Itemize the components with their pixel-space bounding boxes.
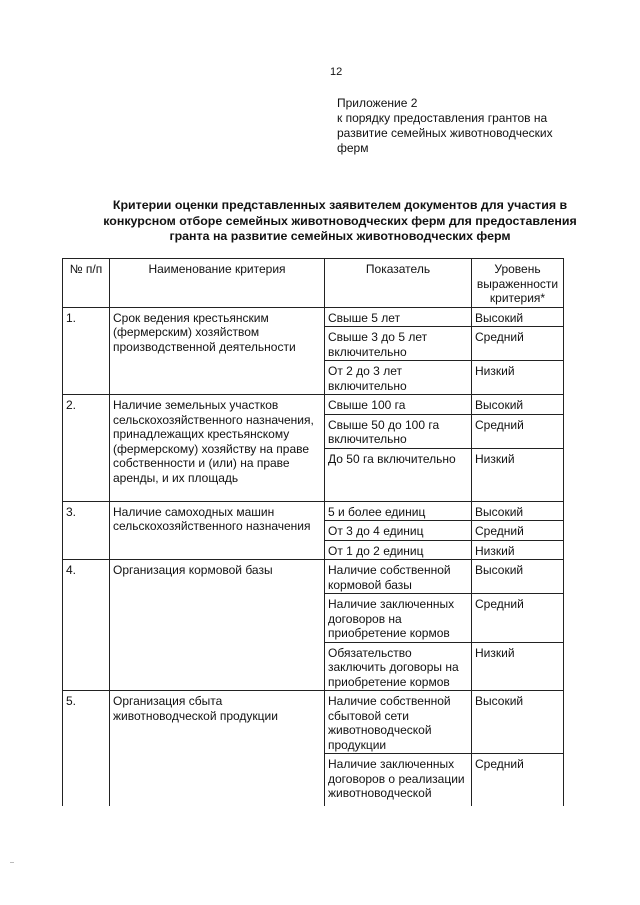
table-row bbox=[63, 501, 564, 521]
row-indicator: До 50 га включительно bbox=[325, 448, 472, 501]
document-title bbox=[70, 198, 610, 245]
appendix-line: к порядку предоставления грантов на bbox=[337, 111, 548, 125]
row-number: 3. bbox=[63, 501, 110, 560]
row-level: Высокий bbox=[472, 560, 564, 594]
header-level: Уровень выраженности критерия* bbox=[472, 259, 564, 308]
row-indicator: От 1 до 2 единиц bbox=[325, 540, 472, 560]
row-indicator: От 2 до 3 лет включительно bbox=[325, 361, 472, 395]
row-indicator: Наличие заключенных договоров о реализации животноводческой bbox=[325, 754, 472, 807]
row-level: Средний bbox=[472, 327, 564, 361]
row-level: Средний bbox=[472, 754, 564, 807]
row-criterion: Организация кормовой базы bbox=[110, 560, 325, 691]
row-indicator: От 3 до 4 единиц bbox=[325, 521, 472, 541]
row-number: 1. bbox=[63, 307, 110, 395]
header-indicator: Показатель bbox=[325, 259, 472, 308]
row-indicator: Свыше 50 до 100 га включительно bbox=[325, 414, 472, 448]
row-number: 2. bbox=[63, 395, 110, 502]
row-level: Высокий bbox=[472, 691, 564, 754]
row-level: Высокий bbox=[472, 395, 564, 415]
title-line: гранта на развитие семейных животноводческих ферм bbox=[169, 229, 511, 243]
row-level: Высокий bbox=[472, 501, 564, 521]
row-indicator: Свыше 3 до 5 лет включительно bbox=[325, 327, 472, 361]
row-level: Низкий bbox=[472, 361, 564, 395]
row-criterion: Наличие земельных участков сельскохозяйственного назначения, принадлежащих крестьянскому (фермерскому) хозяйству на праве собственности и (или) на праве аренды, и их площадь bbox=[110, 395, 325, 502]
page-number: 12 bbox=[330, 66, 343, 78]
scan-mark bbox=[10, 862, 14, 863]
row-indicator: Наличие собственной сбытовой сети животноводческой продукции bbox=[325, 691, 472, 754]
row-criterion: Наличие самоходных машин сельскохозяйственного назначения bbox=[110, 501, 325, 560]
row-indicator: Обязательство заключить договоры на приобретение кормов bbox=[325, 642, 472, 691]
row-indicator: Свыше 100 га bbox=[325, 395, 472, 415]
row-level: Низкий bbox=[472, 642, 564, 691]
row-level: Средний bbox=[472, 414, 564, 448]
table-header-row bbox=[63, 259, 564, 308]
row-criterion: Организация сбыта животноводческой продукции bbox=[110, 691, 325, 807]
appendix-line: ферм bbox=[337, 141, 369, 155]
row-indicator: 5 и более единиц bbox=[325, 501, 472, 521]
row-level: Средний bbox=[472, 521, 564, 541]
title-line: конкурсном отборе семейных животноводческих ферм для предоставления bbox=[103, 213, 577, 228]
table-row bbox=[63, 691, 564, 754]
title-line: Критерии оценки представленных заявителем документов для участия в bbox=[112, 198, 568, 212]
row-indicator: Свыше 5 лет bbox=[325, 307, 472, 327]
appendix-line: развитие семейных животноводческих bbox=[337, 126, 553, 140]
table-row bbox=[63, 560, 564, 594]
appendix-reference bbox=[337, 96, 607, 156]
header-number: № п/п bbox=[63, 259, 110, 308]
header-criterion: Наименование критерия bbox=[110, 259, 325, 308]
row-number: 4. bbox=[63, 560, 110, 691]
row-level: Средний bbox=[472, 594, 564, 643]
row-level: Низкий bbox=[472, 540, 564, 560]
table-row bbox=[63, 395, 564, 415]
row-level: Низкий bbox=[472, 448, 564, 501]
row-criterion: Срок ведения крестьянским (фермерским) хозяйством производственной деятельности bbox=[110, 307, 325, 395]
appendix-line: Приложение 2 bbox=[337, 96, 418, 110]
row-indicator: Наличие заключенных договоров на приобретение кормов bbox=[325, 594, 472, 643]
table-row bbox=[63, 307, 564, 327]
row-number: 5. bbox=[63, 691, 110, 807]
row-indicator: Наличие собственной кормовой базы bbox=[325, 560, 472, 594]
row-level: Высокий bbox=[472, 307, 564, 327]
criteria-table bbox=[62, 258, 564, 806]
